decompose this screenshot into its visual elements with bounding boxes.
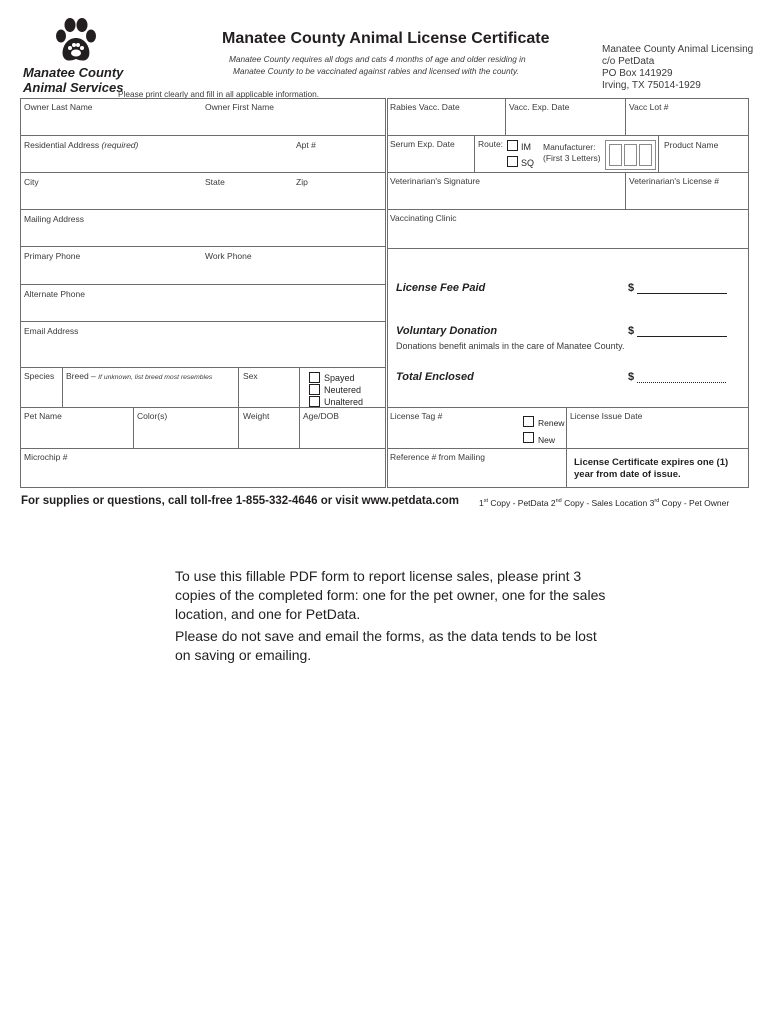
route-sq-checkbox[interactable] bbox=[507, 156, 518, 167]
city-field[interactable]: City bbox=[24, 177, 39, 187]
email-field[interactable]: Email Address bbox=[24, 326, 79, 336]
breed-note: If unknown, list breed most resembles bbox=[98, 374, 213, 381]
vet-license-field[interactable]: Veterinarian's License # bbox=[629, 176, 719, 186]
route-label: Route: bbox=[478, 139, 504, 149]
zip-field[interactable]: Zip bbox=[296, 177, 308, 187]
vet-signature-field[interactable]: Veterinarian's Signature bbox=[390, 176, 480, 186]
age-dob-field[interactable]: Age/DOB bbox=[303, 411, 339, 421]
expiry-note-line1: License Certificate expires one (1) bbox=[574, 457, 729, 468]
vacc-lot-field[interactable]: Vacc Lot # bbox=[629, 102, 669, 112]
manufacturer-letter-3[interactable] bbox=[639, 144, 652, 166]
vaccinating-clinic-field[interactable]: Vaccinating Clinic bbox=[390, 213, 457, 223]
manufacturer-label: Manufacturer: bbox=[543, 142, 596, 152]
mailing-address-field[interactable]: Mailing Address bbox=[24, 214, 85, 224]
route-im-checkbox[interactable] bbox=[507, 140, 518, 151]
donation-input[interactable] bbox=[637, 336, 727, 337]
donation-note: Donations benefit animals in the care of Manatee County. bbox=[396, 341, 625, 351]
serum-exp-date-field[interactable]: Serum Exp. Date bbox=[390, 139, 455, 149]
page-title: Manatee County Animal License Certificate bbox=[222, 30, 550, 47]
renew-label: Renew bbox=[538, 418, 565, 428]
residential-address-field[interactable] bbox=[24, 140, 138, 150]
mail-to-line2: c/o PetData bbox=[602, 56, 655, 67]
rabies-vacc-date-field[interactable]: Rabies Vacc. Date bbox=[390, 102, 460, 112]
product-name-field[interactable]: Product Name bbox=[664, 140, 719, 150]
owner-last-name-field[interactable]: Owner Last Name bbox=[24, 102, 93, 112]
primary-phone-field[interactable]: Primary Phone bbox=[24, 251, 81, 261]
breed-field[interactable] bbox=[66, 371, 212, 381]
breed-label: Breed – bbox=[66, 371, 96, 381]
work-phone-field[interactable]: Work Phone bbox=[205, 251, 252, 261]
agency-name-line1: Manatee County bbox=[23, 65, 124, 80]
state-field[interactable]: State bbox=[205, 177, 225, 187]
instructions-para1: To use this fillable PDF form to report license sales, please print 3 copies of the completed form: one for the pet owner, one for the sales location, and one for PetData. bbox=[175, 568, 606, 622]
mail-to-line1: Manatee County Animal Licensing bbox=[602, 44, 754, 55]
unaltered-label: Unaltered bbox=[324, 397, 364, 407]
pet-name-field[interactable]: Pet Name bbox=[24, 411, 62, 421]
mail-to-line3: PO Box 141929 bbox=[602, 68, 673, 79]
reference-number-field[interactable]: Reference # from Mailing bbox=[390, 452, 485, 462]
contact-footer: For supplies or questions, call toll-free 1-855-332-4646 or visit www.petdata.com bbox=[21, 495, 459, 507]
microchip-field[interactable]: Microchip # bbox=[24, 452, 68, 462]
mail-to-line4: Irving, TX 75014-1929 bbox=[602, 80, 701, 91]
manufacturer-letter-2[interactable] bbox=[624, 144, 637, 166]
residential-address-label: Residential Address bbox=[24, 140, 100, 150]
copy2-text: Copy - Sales Location bbox=[564, 498, 648, 508]
total-currency: $ bbox=[628, 371, 635, 383]
total-input[interactable] bbox=[637, 382, 727, 383]
unaltered-checkbox[interactable] bbox=[309, 396, 320, 407]
weight-field[interactable]: Weight bbox=[243, 411, 270, 421]
neutered-label: Neutered bbox=[324, 385, 362, 395]
sex-field[interactable]: Sex bbox=[243, 371, 258, 381]
expiry-note-line2: year from date of issue. bbox=[574, 469, 681, 480]
total-enclosed-label: Total Enclosed bbox=[396, 371, 474, 383]
neutered-checkbox[interactable] bbox=[309, 384, 320, 395]
fill-instruction: Please print clearly and fill in all applicable information. bbox=[118, 89, 320, 99]
route-im-label: IM bbox=[521, 142, 531, 152]
license-fee-input[interactable] bbox=[637, 293, 727, 294]
route-sq-label: SQ bbox=[521, 158, 535, 168]
copy3-ordinal: rd bbox=[654, 498, 660, 505]
paw-print-icon bbox=[55, 18, 97, 64]
spayed-checkbox[interactable] bbox=[309, 372, 320, 383]
copy1-ordinal: st bbox=[483, 498, 489, 505]
agency-name-line2: Animal Services bbox=[23, 80, 124, 95]
required-note: (required) bbox=[101, 140, 139, 150]
voluntary-donation-label: Voluntary Donation bbox=[396, 325, 498, 337]
copy1-text: Copy - PetData bbox=[490, 498, 549, 508]
copy2-ordinal: nd bbox=[555, 498, 562, 505]
subtitle-line1: Manatee County requires all dogs and cats 4 months of age and older residing in bbox=[229, 54, 526, 64]
vacc-exp-date-field[interactable]: Vacc. Exp. Date bbox=[509, 102, 570, 112]
license-fee-label: License Fee Paid bbox=[396, 282, 486, 294]
renew-checkbox[interactable] bbox=[523, 416, 534, 427]
license-tag-field[interactable]: License Tag # bbox=[390, 411, 443, 421]
spayed-label: Spayed bbox=[324, 373, 355, 383]
license-fee-currency: $ bbox=[628, 282, 635, 294]
subtitle-line2: Manatee County to be vaccinated against rabies and licensed with the county. bbox=[233, 66, 519, 76]
manufacturer-note: (First 3 Letters) bbox=[543, 153, 601, 163]
license-issue-date-field[interactable]: License Issue Date bbox=[570, 411, 643, 421]
colors-field[interactable]: Color(s) bbox=[137, 411, 168, 421]
instructions-para2: Please do not save and email the forms, as the data tends to be lost on saving or emailing. bbox=[175, 628, 597, 663]
manufacturer-letter-1[interactable] bbox=[609, 144, 622, 166]
species-field[interactable]: Species bbox=[24, 371, 55, 381]
new-label: New bbox=[538, 435, 556, 445]
apt-field[interactable]: Apt # bbox=[296, 140, 316, 150]
copy-distribution: 1st Copy - PetData 2nd Copy - Sales Location 3rd Copy - Pet Owner bbox=[479, 498, 730, 508]
new-checkbox[interactable] bbox=[523, 432, 534, 443]
owner-first-name-field[interactable]: Owner First Name bbox=[205, 102, 274, 112]
copy3-text: Copy - Pet Owner bbox=[661, 498, 730, 508]
donation-currency: $ bbox=[628, 325, 635, 337]
alternate-phone-field[interactable]: Alternate Phone bbox=[24, 289, 85, 299]
